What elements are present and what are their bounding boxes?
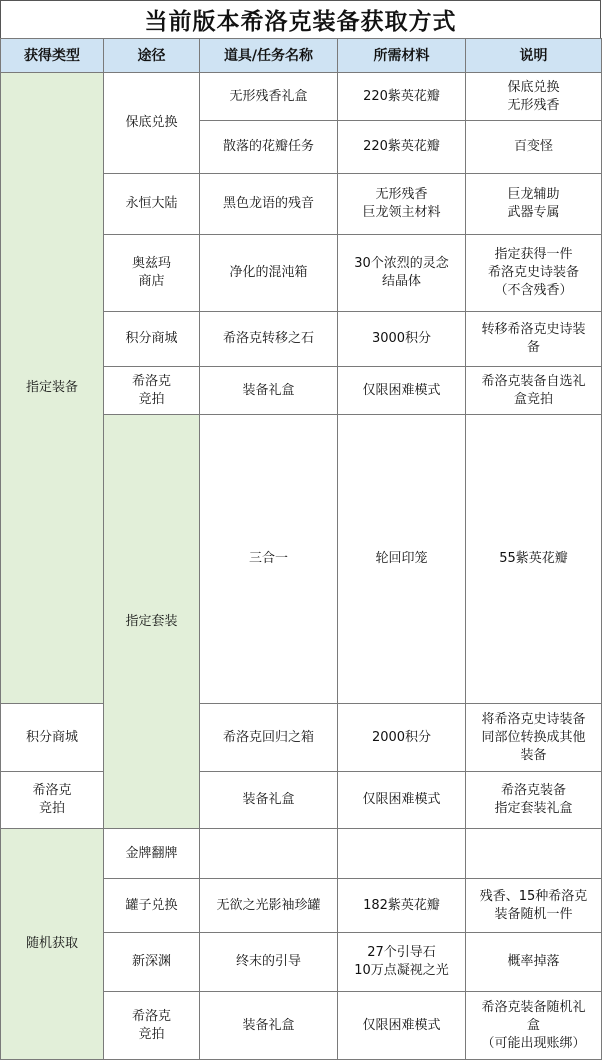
material-cell: 无形残香 巨龙领主材料 (338, 174, 466, 235)
route-cell: 希洛克 竞拍 (104, 992, 200, 1060)
item-cell (200, 829, 338, 879)
note-cell: 希洛克装备自选礼 盒竞拍 (466, 367, 602, 415)
item-cell: 轮回印笼 (338, 415, 466, 704)
route-cell: 积分商城 (104, 312, 200, 367)
acquisition-table (0, 38, 602, 1060)
header-item: 道具/任务名称 (200, 39, 338, 73)
group-type-cell: 随机获取 (1, 829, 104, 1060)
header-material: 所需材料 (338, 39, 466, 73)
note-cell: 百变怪 (466, 121, 602, 174)
material-cell: 220紫英花瓣 (338, 73, 466, 121)
item-cell: 装备礼盒 (200, 772, 338, 829)
item-cell: 净化的混沌箱 (200, 235, 338, 312)
page-title: 当前版本希洛克装备获取方式 (0, 0, 601, 39)
route-cell: 希洛克 竞拍 (1, 772, 104, 829)
note-cell: 概率掉落 (466, 933, 602, 992)
note-cell: 巨龙辅助 武器专属 (466, 174, 602, 235)
item-cell: 黑色龙语的残音 (200, 174, 338, 235)
table-row (1, 829, 602, 879)
note-cell: 指定获得一件 希洛克史诗装备 （不含残香） (466, 235, 602, 312)
material-cell: 仅限困难模式 (338, 772, 466, 829)
header-route: 途径 (104, 39, 200, 73)
note-cell: 希洛克装备 指定套装礼盒 (466, 772, 602, 829)
route-cell: 三合一 (200, 415, 338, 704)
item-cell: 无形残香礼盒 (200, 73, 338, 121)
item-cell: 终末的引导 (200, 933, 338, 992)
material-cell: 182紫英花瓣 (338, 879, 466, 933)
item-cell: 装备礼盒 (200, 367, 338, 415)
note-cell: 转移希洛克史诗装 备 (466, 312, 602, 367)
note-cell (466, 829, 602, 879)
route-cell: 保底兑换 (104, 73, 200, 174)
note-cell: 保底兑换 无形残香 (466, 73, 602, 121)
table-row (1, 73, 602, 121)
route-cell: 金牌翻牌 (104, 829, 200, 879)
item-cell: 无欲之光影袖珍罐 (200, 879, 338, 933)
material-cell: 27个引导石 10万点凝视之光 (338, 933, 466, 992)
material-cell: 仅限困难模式 (338, 992, 466, 1060)
material-cell: 仅限困难模式 (338, 367, 466, 415)
material-cell (338, 829, 466, 879)
material-cell: 220紫英花瓣 (338, 121, 466, 174)
group-type-cell: 指定装备 (1, 73, 104, 704)
material-cell: 55紫英花瓣 (466, 415, 602, 704)
table-header-row (1, 39, 602, 73)
note-cell: 将希洛克史诗装备 同部位转换成其他 装备 (466, 704, 602, 772)
table-row (1, 704, 602, 772)
route-cell: 奥兹玛 商店 (104, 235, 200, 312)
material-cell: 30个浓烈的灵念 结晶体 (338, 235, 466, 312)
material-cell: 2000积分 (338, 704, 466, 772)
table-row (1, 772, 602, 829)
note-cell: 残香、15种希洛克 装备随机一件 (466, 879, 602, 933)
route-cell: 积分商城 (1, 704, 104, 772)
note-cell: 希洛克装备随机礼 盒 （可能出现账绑） (466, 992, 602, 1060)
item-cell: 散落的花瓣任务 (200, 121, 338, 174)
group-type-cell: 指定套装 (104, 415, 200, 829)
header-type: 获得类型 (1, 39, 104, 73)
item-cell: 希洛克回归之箱 (200, 704, 338, 772)
route-cell: 永恒大陆 (104, 174, 200, 235)
route-cell: 希洛克 竞拍 (104, 367, 200, 415)
route-cell: 罐子兑换 (104, 879, 200, 933)
route-cell: 新深渊 (104, 933, 200, 992)
material-cell: 3000积分 (338, 312, 466, 367)
item-cell: 装备礼盒 (200, 992, 338, 1060)
item-cell: 希洛克转移之石 (200, 312, 338, 367)
header-note: 说明 (466, 39, 602, 73)
